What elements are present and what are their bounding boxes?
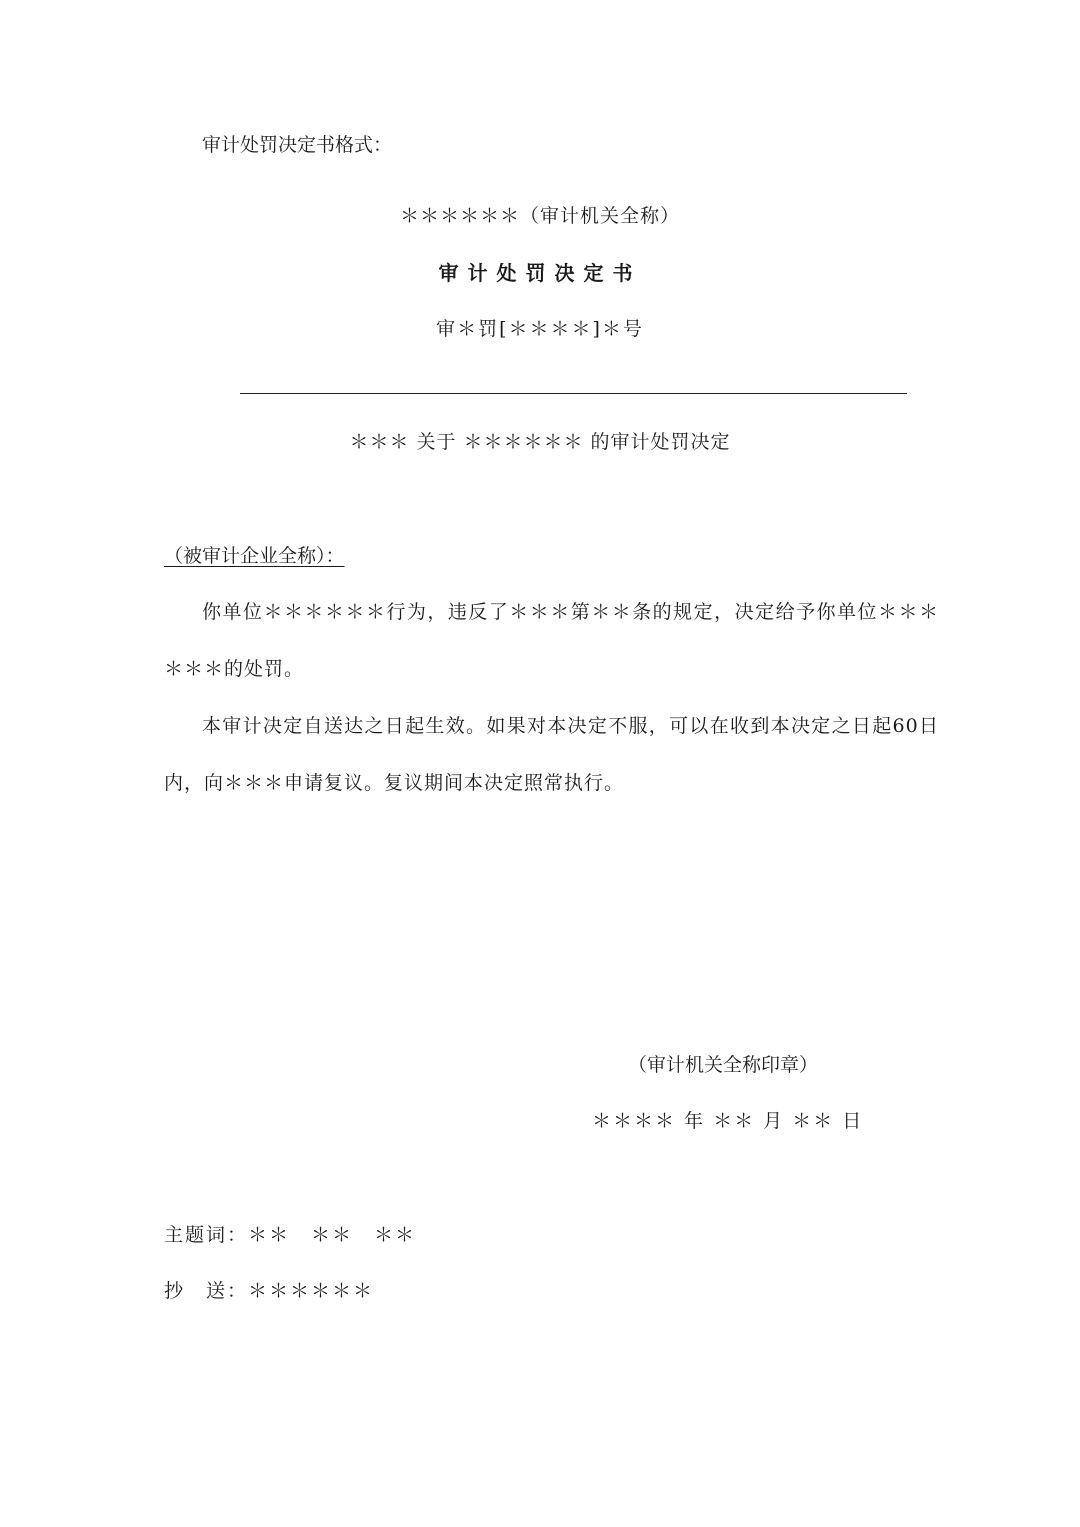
decision-subject: ＊＊＊ 关于 ＊＊＊＊＊＊ 的审计处罚决定 xyxy=(349,431,731,453)
intro-heading: 审计处罚决定书格式： xyxy=(202,134,393,156)
decision-paragraph-2: 本审计决定自送达之日起生效。如果对本决定不服，可以在收到本决定之日起60日内，向＊＊＊申请复议。复议期间本决定照常执行。 xyxy=(164,715,939,794)
seal-placeholder: （审计机关全称印章） xyxy=(628,1054,819,1076)
keywords-line: 主题词：＊＊ ＊＊ ＊＊ xyxy=(164,1224,417,1246)
issue-date: ＊＊＊＊ 年 ＊＊ 月 ＊＊ 日 xyxy=(592,1110,864,1132)
recipient-line: （被审计企业全称）： xyxy=(164,545,345,567)
document-title: 审计处罚决定书 xyxy=(438,261,642,285)
document-number: 审＊罚[＊＊＊＊]＊号 xyxy=(436,318,644,340)
header-divider xyxy=(240,393,907,394)
cc-line: 抄 送：＊＊＊＊＊＊ xyxy=(164,1280,375,1302)
audit-org-name: ＊＊＊＊＊＊（审计机关全称） xyxy=(399,205,680,227)
decision-paragraph-1: 你单位＊＊＊＊＊＊行为，违反了＊＊＊第＊＊条的规定，决定给予你单位＊＊＊＊＊＊的处罚。 xyxy=(164,601,939,680)
